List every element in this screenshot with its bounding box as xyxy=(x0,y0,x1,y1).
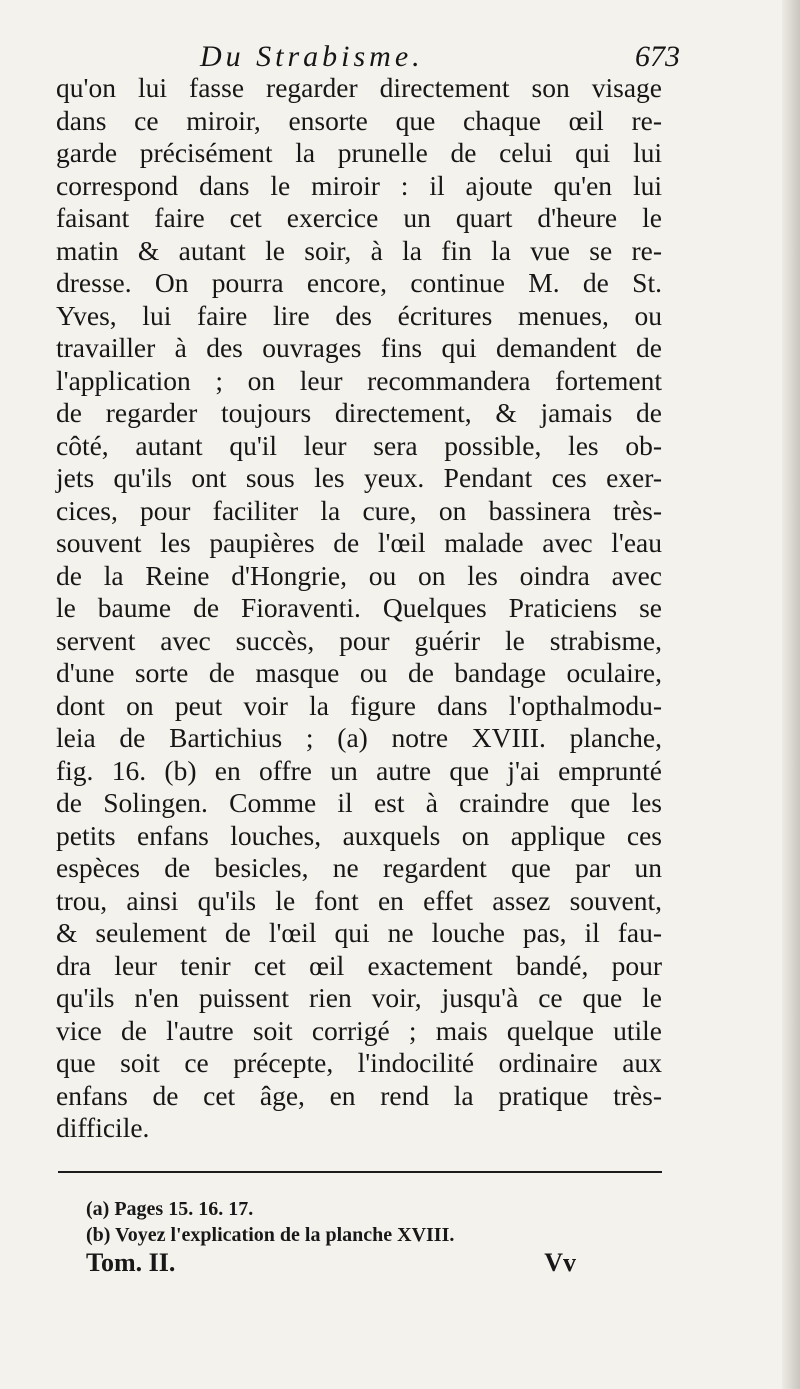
text-line: garde précisément la prunelle de celui qui lui xyxy=(56,137,662,168)
text-line: dans ce miroir, ensorte que chaque œil re- xyxy=(56,104,662,136)
text-line: l'application ; on leur recommandera fortement xyxy=(56,364,662,396)
running-title: Du Strabisme. xyxy=(200,40,424,73)
text-line: difficile. xyxy=(56,1112,150,1143)
signature-mark: Vv xyxy=(544,1248,576,1277)
text-line: correspond dans le miroir : il ajoute qu'en lui xyxy=(56,169,662,201)
text-line: de regarder toujours directement, & jamais de xyxy=(56,397,662,428)
text-line: jets qu'ils ont sous les yeux. Pendant ces exer- xyxy=(56,462,662,493)
text-line: leia de Bartichius ; (a) notre XVIII. planche, xyxy=(56,722,662,753)
page-number: 673 xyxy=(635,40,680,73)
text-line: de la Reine d'Hongrie, ou on les oindra avec xyxy=(56,559,662,591)
text-line: de Solingen. Comme il est à craindre que les xyxy=(56,787,662,818)
page-edge-shadow xyxy=(782,0,800,1389)
text-line: trou, ainsi qu'ils le font en effet assez souvent, xyxy=(56,884,662,916)
text-line: d'une sorte de masque ou de bandage oculaire, xyxy=(56,657,662,688)
text-line: qu'on lui fasse regarder directement son visage xyxy=(56,72,662,103)
text-line: souvent les paupières de l'œil malade avec l'eau xyxy=(56,527,662,558)
tome-label: Tom. II. xyxy=(86,1248,176,1277)
signature-line xyxy=(86,1248,576,1280)
text-line: espèces de besicles, ne regardent que par un xyxy=(56,852,662,883)
text-line: & seulement de l'œil qui ne louche pas, il fau- xyxy=(56,917,662,948)
text-line: servent avec succès, pour guérir le strabisme, xyxy=(56,624,662,656)
footnote-a: (a) Pages 15. 16. 17. xyxy=(86,1198,254,1220)
text-line: enfans de cet âge, en rend la pratique très- xyxy=(56,1079,662,1111)
text-line: dra leur tenir cet œil exactement bandé, pour xyxy=(56,949,662,981)
footnote-divider xyxy=(58,1171,662,1173)
text-line: que soit ce précepte, l'indocilité ordinaire aux xyxy=(56,1047,662,1078)
footnotes xyxy=(86,1196,646,1248)
text-line: dont on peut voir la figure dans l'opthalmodu- xyxy=(56,689,662,721)
text-line: dresse. On pourra encore, continue M. de St. xyxy=(56,267,662,298)
text-line: vice de l'autre soit corrigé ; mais quelque utile xyxy=(56,1014,662,1046)
text-line: faisant faire cet exercice un quart d'heure le xyxy=(56,202,662,233)
text-line: cices, pour faciliter la cure, on bassinera très- xyxy=(56,494,662,526)
text-line: qu'ils n'en puissent rien voir, jusqu'à ce que le xyxy=(56,982,662,1013)
text-line: petits enfans louches, auxquels on applique ces xyxy=(56,819,662,851)
text-line: le baume de Fioraventi. Quelques Praticiens se xyxy=(56,592,662,623)
text-line: fig. 16. (b) en offre un autre que j'ai emprunté xyxy=(56,754,662,786)
text-line: côté, autant qu'il leur sera possible, les ob- xyxy=(56,429,662,461)
text-line: travailler à des ouvrages fins qui demandent de xyxy=(56,332,662,363)
text-line: Yves, lui faire lire des écritures menues, ou xyxy=(56,299,662,331)
text-line: matin & autant le soir, à la fin la vue se re- xyxy=(56,234,662,266)
footnote-b: (b) Voyez l'explication de la planche XVIII. xyxy=(86,1224,455,1246)
body-text xyxy=(56,72,662,1145)
